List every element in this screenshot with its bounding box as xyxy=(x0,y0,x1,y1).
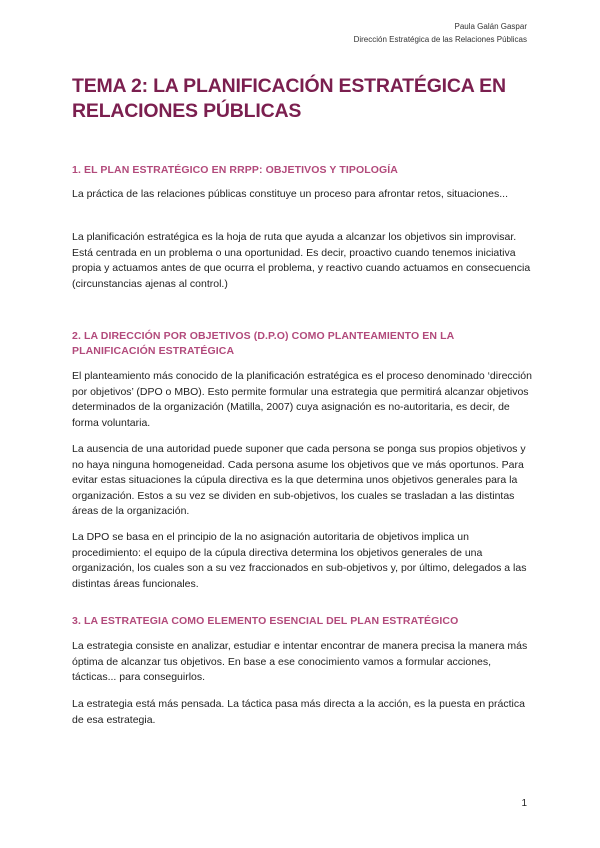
section-2-paragraph-1: El planteamiento más conocido de la planificación estratégica es el proceso denominado ‘dirección por objetivos’ (DPO o MBO). Esto permite formular una estrategia que permitirá alcanzar objetivos determinados de la organización (Matilla, 2007) cuya asignación es no-autoritaria, es decir, de forma voluntaria. xyxy=(72,370,532,429)
section-2-paragraph-3: La DPO se basa en el principio de la no asignación autoritaria de objetivos implica un procedimiento: el equipo de la cúpula directiva determina los objetivos generales de una organización, los cuales son a su vez fraccionados en sub-objetivos y, por último, delegados a las distintas áreas funcionales. xyxy=(72,531,527,590)
page-header xyxy=(354,20,527,46)
section-3-heading: 3. LA ESTRATEGIA COMO ELEMENTO ESENCIAL DEL PLAN ESTRATÉGICO xyxy=(72,615,459,627)
document-title: TEMA 2: LA PLANIFICACIÓN ESTRATÉGICA EN RELACIONES PÚBLICAS xyxy=(72,75,506,122)
section-2-heading: 2. LA DIRECCIÓN POR OBJETIVOS (D.P.O) COMO PLANTEAMIENTO EN LA PLANIFICACIÓN ESTRATÉGICA xyxy=(72,330,454,357)
section-1-paragraph-2: La planificación estratégica es la hoja de ruta que ayuda a alcanzar los objetivos sin improvisar. Está centrada en un problema o una oportunidad. Es decir, proactivo cuando tenemos iniciativa propia y actuamos antes de que ocurra el problema, y reactivo cuando actuamos en consecuencia (circunstancias ajenas al control.) xyxy=(72,231,531,290)
section-1-paragraph-1: La práctica de las relaciones públicas constituye un proceso para afrontar retos, situaciones... xyxy=(72,188,508,200)
section-2-paragraph-2: La ausencia de una autoridad puede suponer que cada persona se ponga sus propios objetivos y no haya ninguna homogeneidad. Cada persona asume los objetivos que ve más oportunos. Para evitar estas situaciones la cúpula directiva es la que determina unos objetivos generales para la organización. Estos a su vez se dividen en sub-objetivos, los cuales se trasladan a las distintas áreas de la organización. xyxy=(72,443,526,517)
header-subject: Dirección Estratégica de las Relaciones Públicas xyxy=(353,35,527,44)
header-author: Paula Galán Gaspar xyxy=(454,22,527,31)
section-1-heading: 1. EL PLAN ESTRATÉGICO EN RRPP: OBJETIVOS Y TIPOLOGÍA xyxy=(72,164,398,176)
page-number: 1 xyxy=(521,798,527,809)
section-3-paragraph-2: La estrategia está más pensada. La táctica pasa más directa a la acción, es la puesta en práctica de esa estrategia. xyxy=(72,698,525,726)
section-3-paragraph-1: La estrategia consiste en analizar, estudiar e intentar encontrar de manera precisa la manera más óptima de alcanzar tus objetivos. En base a ese conocimiento vamos a formular acciones, tácticas... para conseguirlos. xyxy=(72,640,528,683)
